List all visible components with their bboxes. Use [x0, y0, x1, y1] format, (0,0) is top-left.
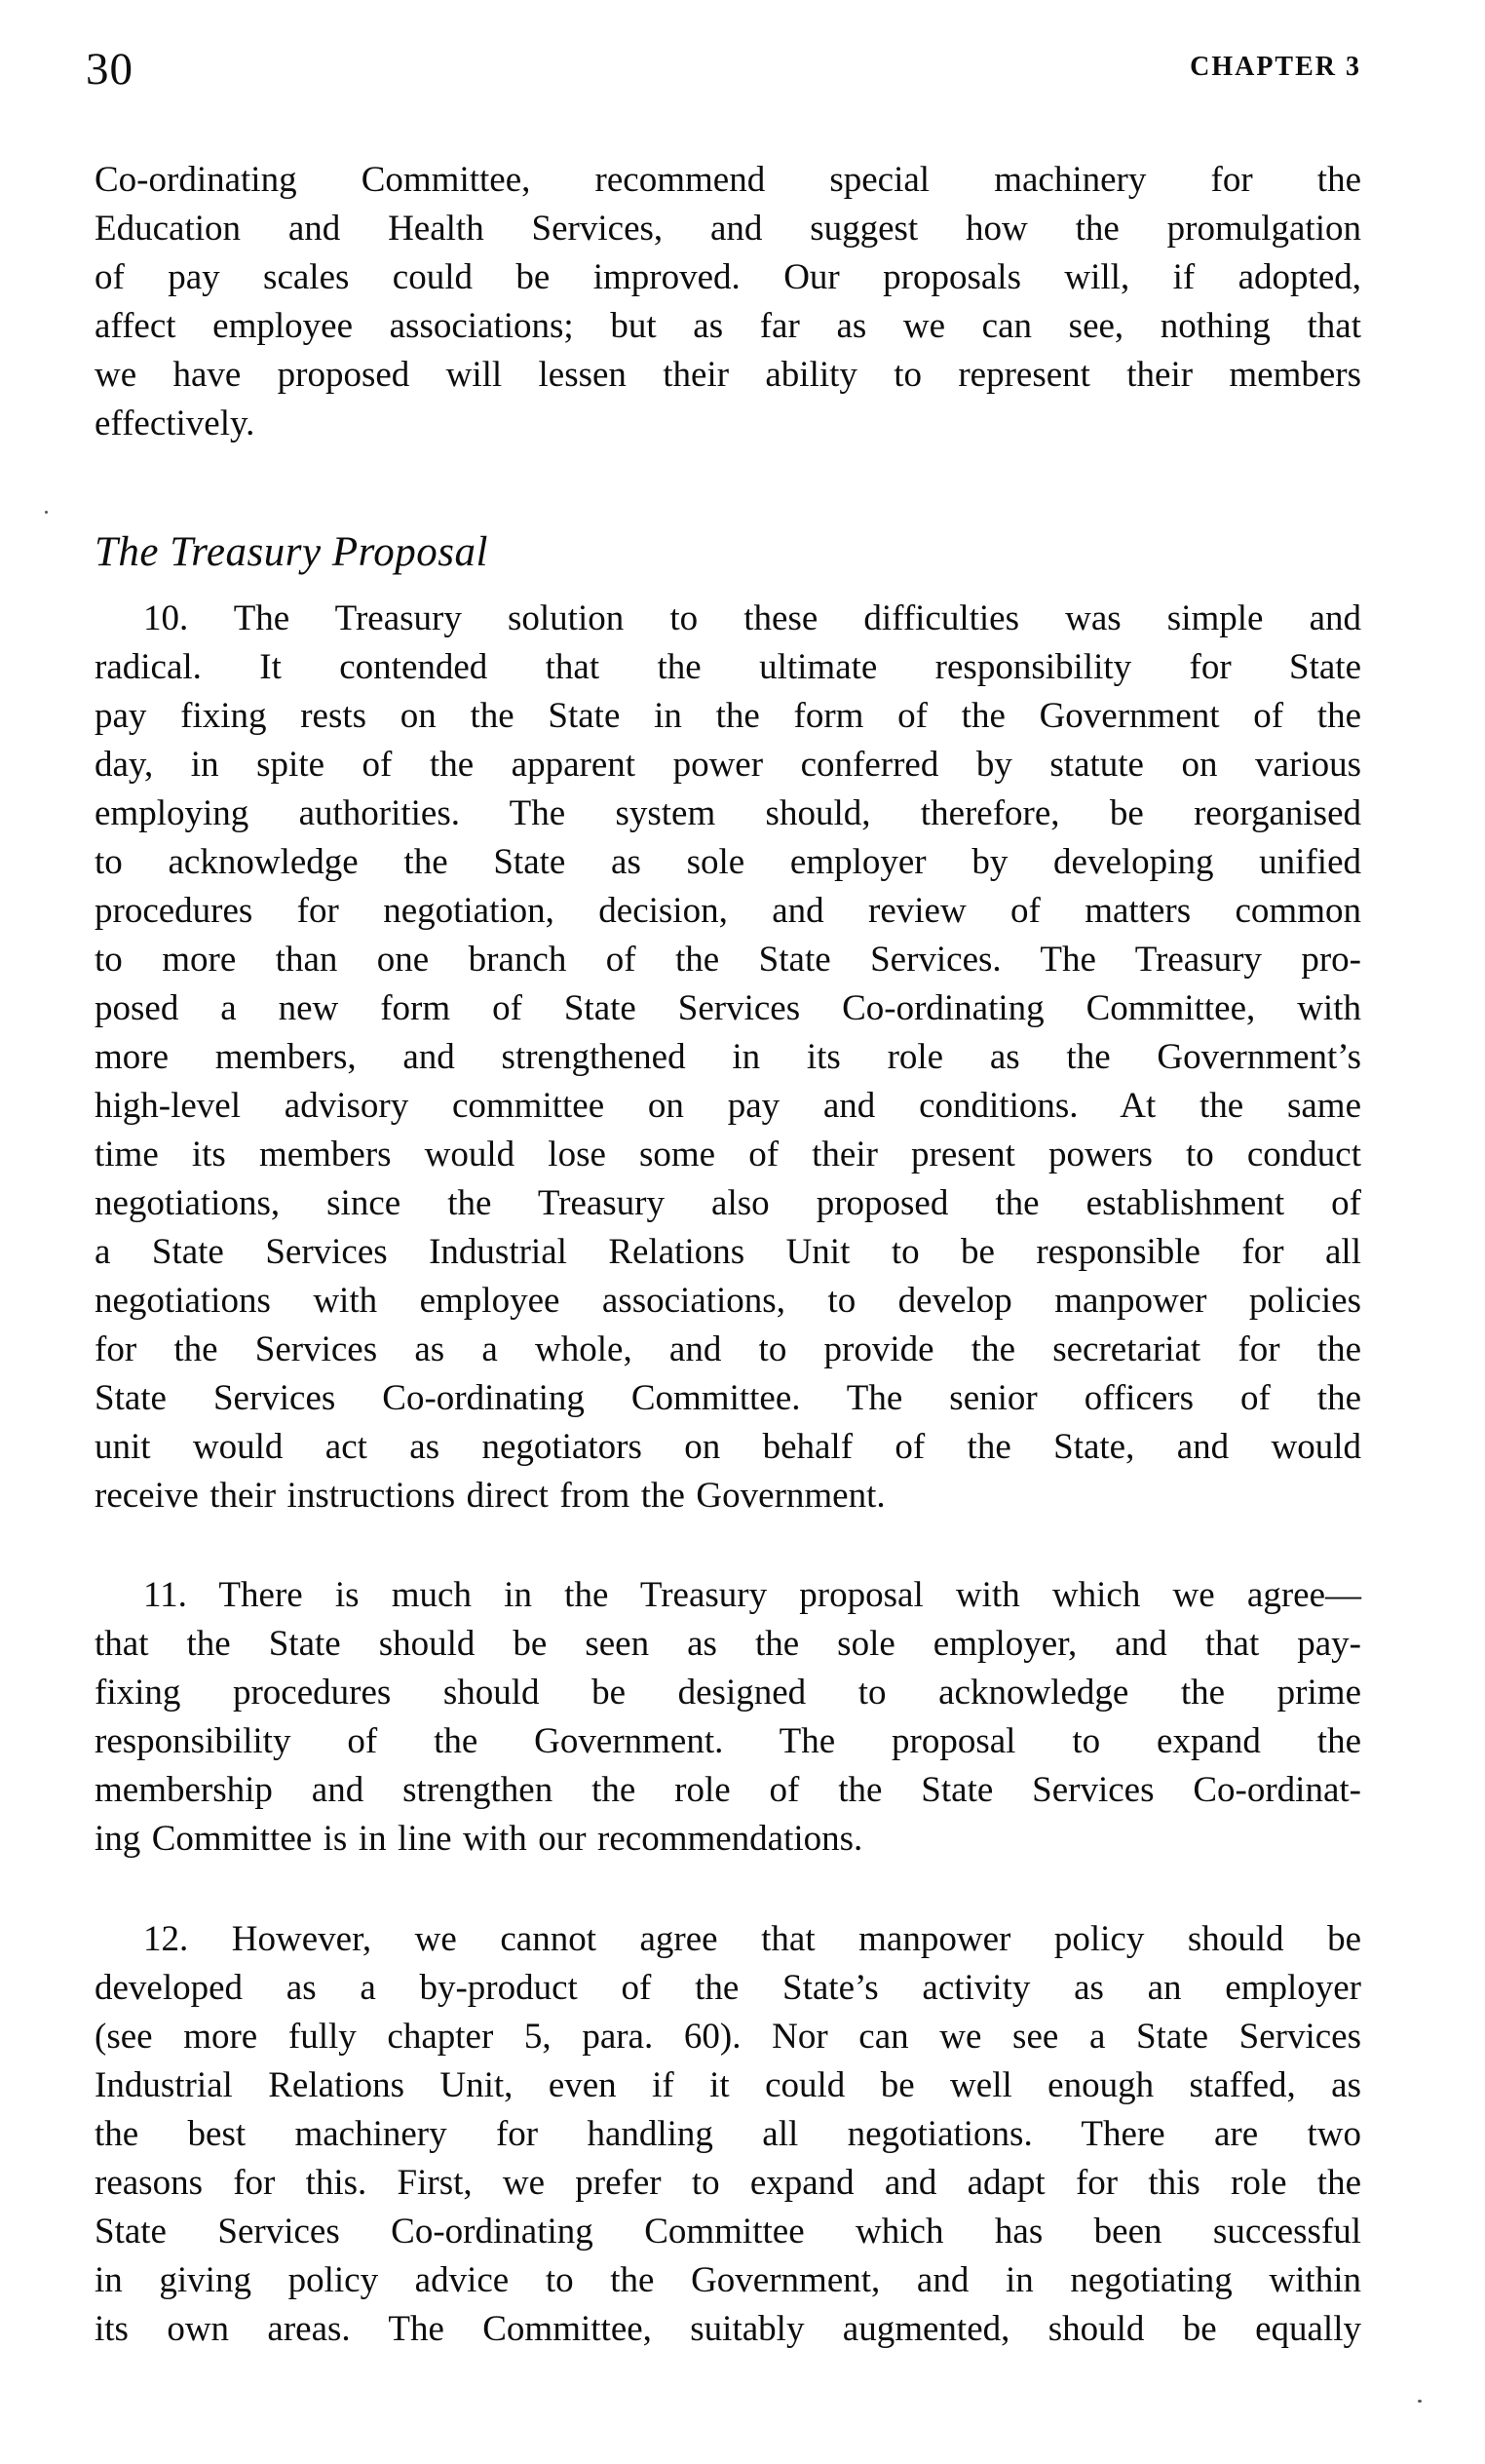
text-line: effectively. — [95, 404, 255, 443]
text-line: high-level advisory committee on pay and conditions. At the same — [95, 1086, 1361, 1126]
text-line: of pay scales could be improved. Our proposals will, if adopted, — [95, 257, 1361, 297]
text-line: for the Services as a whole, and to provide the secretariat for the — [95, 1329, 1361, 1369]
text-line: in giving policy advice to the Government, and in negotiating within — [95, 2260, 1361, 2300]
page-number: 30 — [86, 44, 133, 95]
text-line: its own areas. The Committee, suitably augmented, should be equally — [95, 2309, 1361, 2349]
paragraph-12 — [95, 1915, 1361, 2354]
text-line: 12. However, we cannot agree that manpower policy should be — [143, 1919, 1361, 1959]
text-line: negotiations with employee associations, to develop manpower policies — [95, 1281, 1361, 1321]
text-line: membership and strengthen the role of the State Services Co-ordinat- — [95, 1770, 1361, 1810]
text-line: pay fixing rests on the State in the form of the Government of the — [95, 696, 1361, 736]
scan-speck — [45, 511, 48, 514]
text-line: to more than one branch of the State Services. The Treasury pro- — [95, 940, 1361, 980]
text-line: 10. The Treasury solution to these difficulties was simple and — [143, 598, 1361, 638]
text-line: unit would act as negotiators on behalf of the State, and would — [95, 1427, 1361, 1467]
scan-speck — [1418, 2400, 1422, 2403]
text-line: fixing procedures should be designed to acknowledge the prime — [95, 1673, 1361, 1713]
text-line: Industrial Relations Unit, even if it could be well enough staffed, as — [95, 2065, 1361, 2105]
text-line: to acknowledge the State as sole employer by developing unified — [95, 842, 1361, 882]
text-line: developed as a by-product of the State’s activity as an employer — [95, 1968, 1361, 2008]
text-line: the best machinery for handling all negotiations. There are two — [95, 2114, 1361, 2154]
text-line: negotiations, since the Treasury also proposed the establishment of — [95, 1183, 1361, 1223]
text-line: receive their instructions direct from the Government. — [95, 1476, 886, 1516]
text-line: Co-ordinating Committee, recommend special machinery for the — [95, 160, 1361, 200]
text-line: time its members would lose some of their present powers to conduct — [95, 1135, 1361, 1174]
text-line: Education and Health Services, and suggest how the promulgation — [95, 209, 1361, 249]
text-line: responsibility of the Government. The proposal to expand the — [95, 1721, 1361, 1761]
text-line: affect employee associations; but as far as we can see, nothing that — [95, 306, 1361, 346]
text-line: we have proposed will lessen their ability to represent their members — [95, 355, 1361, 395]
paragraph-intro-continuation — [95, 156, 1361, 448]
paragraph-10 — [95, 595, 1361, 1521]
text-line: ing Committee is in line with our recommendations. — [95, 1819, 863, 1859]
text-line: (see more fully chapter 5, para. 60). Nor can we see a State Services — [95, 2017, 1361, 2057]
text-line: State Services Co-ordinating Committee. The senior officers of the — [95, 1378, 1361, 1418]
text-line: day, in spite of the apparent power conferred by statute on various — [95, 745, 1361, 785]
text-line: that the State should be seen as the sole employer, and that pay- — [95, 1624, 1361, 1664]
text-line: more members, and strengthened in its role as the Government’s — [95, 1037, 1361, 1077]
text-line: State Services Co-ordinating Committee which has been successful — [95, 2212, 1361, 2252]
text-line: posed a new form of State Services Co-ordinating Committee, with — [95, 988, 1361, 1028]
text-line: employing authorities. The system should, therefore, be reorganised — [95, 793, 1361, 833]
text-line: radical. It contended that the ultimate responsibility for State — [95, 647, 1361, 687]
paragraph-11 — [95, 1571, 1361, 1864]
chapter-running-header: CHAPTER 3 — [1190, 52, 1361, 82]
text-line: reasons for this. First, we prefer to expand and adapt for this role the — [95, 2163, 1361, 2203]
section-heading: The Treasury Proposal — [95, 529, 488, 575]
text-line: procedures for negotiation, decision, and review of matters common — [95, 891, 1361, 931]
text-line: 11. There is much in the Treasury proposal with which we agree— — [143, 1575, 1361, 1615]
text-line: a State Services Industrial Relations Unit to be responsible for all — [95, 1232, 1361, 1272]
